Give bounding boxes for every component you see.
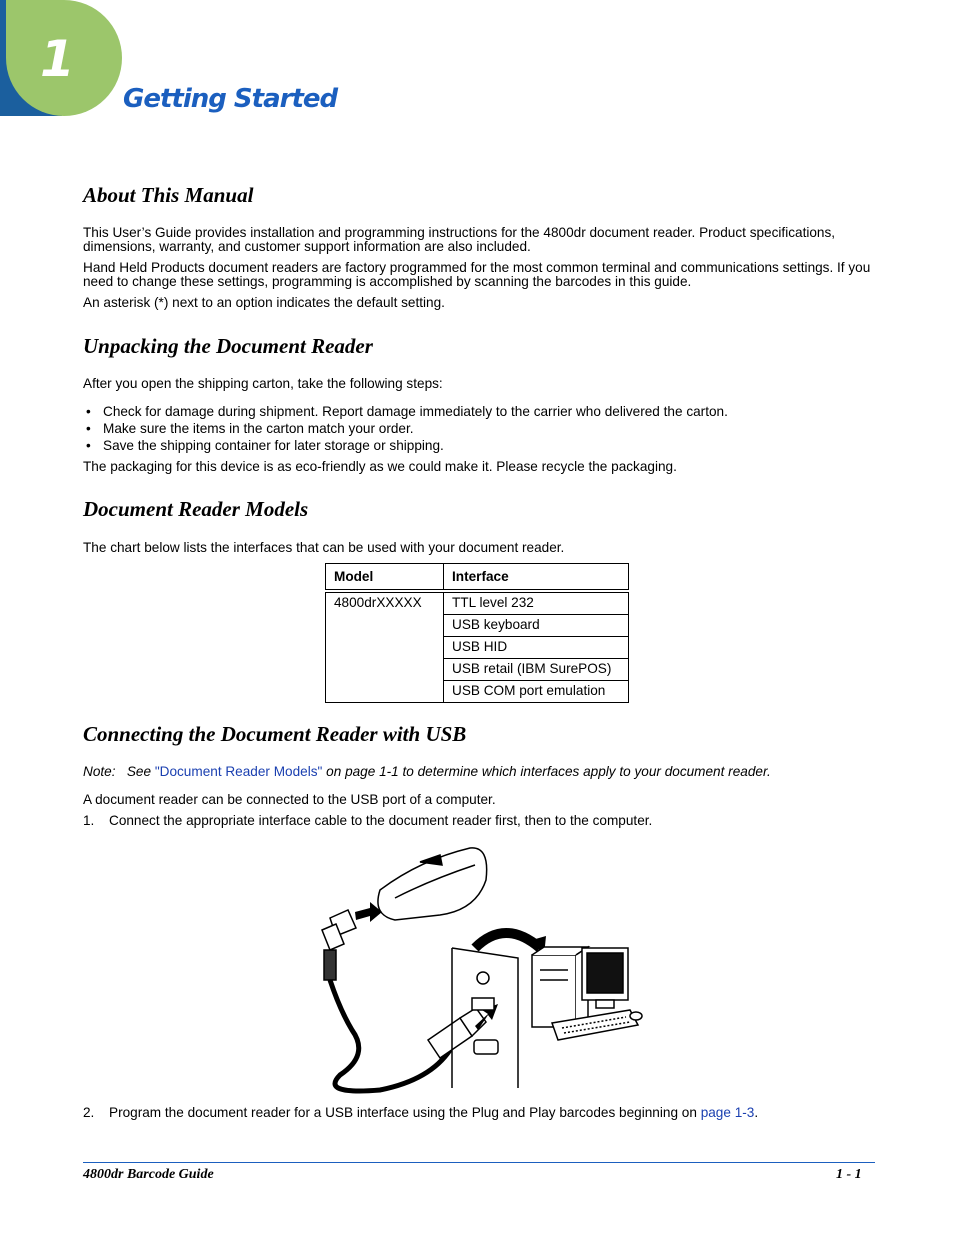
footer-page-number: 1 - 1 [836, 1167, 862, 1182]
note-label: Note: [83, 764, 116, 779]
table-cell-interface: TTL level 232 [444, 591, 629, 615]
usb-paragraph: A document reader can be connected to the USB port of a computer. [83, 792, 496, 807]
table-header-model: Model [326, 564, 444, 592]
heading-about-manual: About This Manual [83, 183, 254, 207]
table-header-interface: Interface [444, 564, 629, 592]
footer-guide-title: 4800dr Barcode Guide [83, 1167, 214, 1182]
link-document-reader-models[interactable]: "Document Reader Models" [154, 764, 323, 779]
unpacking-bullet: • Check for damage during shipment. Report damage immediately to the carrier who delivered the carton. [86, 404, 728, 419]
heading-usb: Connecting the Document Reader with USB [83, 722, 467, 746]
table-cell-interface: USB HID [444, 637, 629, 659]
heading-models: Document Reader Models [83, 497, 309, 521]
heading-unpacking: Unpacking the Document Reader [83, 334, 373, 358]
models-intro: The chart below lists the interfaces that can be used with your document reader. [83, 540, 565, 555]
about-paragraph-3: An asterisk (*) next to an option indicates the default setting. [83, 295, 445, 310]
footer-rule [83, 1162, 875, 1163]
table-cell-interface: USB COM port emulation [444, 681, 629, 703]
table-cell-model: 4800drXXXXX [326, 591, 444, 703]
about-paragraph-1: This User’s Guide provides installation and programming instructions for the 4800dr document reader. Product specifications, dimensions, warranty, and customer support information are also included. [83, 225, 836, 254]
unpacking-outro: The packaging for this device is as eco-friendly as we could make it. Please recycle the packaging. [83, 459, 677, 474]
document-reader-device [378, 848, 487, 920]
unpacking-bullet: • Save the shipping container for later storage or shipping. [86, 438, 444, 453]
link-page-1-3[interactable]: page 1-3 [700, 1105, 755, 1120]
unpacking-bullet: • Make sure the items in the carton match your order. [86, 421, 414, 436]
unpacking-intro: After you open the shipping carton, take the following steps: [83, 376, 443, 391]
usb-note: Note: See "Document Reader Models" on page 1-1 to determine which interfaces apply to your document reader. [83, 764, 771, 779]
usb-connection-illustration [300, 840, 650, 1095]
about-paragraph-2: Hand Held Products document readers are factory programmed for the most common terminal and communications settings. If you need to change these settings, programming is accomplished by scanning the barcodes in this guide. [83, 260, 871, 289]
chapter-title: Getting Started [123, 84, 338, 114]
table-cell-interface: USB retail (IBM SurePOS) [444, 659, 629, 681]
table-header-row [326, 564, 629, 592]
table-cell-interface: USB keyboard [444, 615, 629, 637]
usb-step-2: 2. Program the document reader for a USB interface using the Plug and Play barcodes beginning on page 1-3. [83, 1105, 759, 1120]
table-row [326, 591, 629, 615]
chapter-number: 1 [40, 30, 75, 88]
models-table [325, 563, 629, 703]
usb-step-1: 1. Connect the appropriate interface cable to the document reader first, then to the computer. [83, 813, 653, 828]
